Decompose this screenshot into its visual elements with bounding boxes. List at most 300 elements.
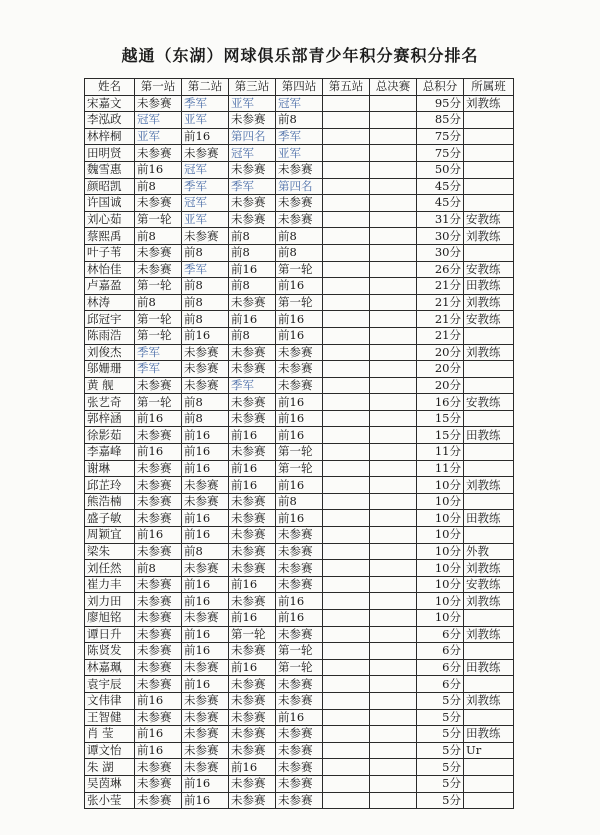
stage-5-cell xyxy=(323,261,370,278)
class-cell: 外教 xyxy=(464,543,514,560)
table-row xyxy=(85,294,514,311)
total-points-cell: 11分 xyxy=(417,444,464,461)
player-name-cell: 张小莹 xyxy=(85,792,135,809)
stage-2-cell: 前16 xyxy=(182,775,229,792)
player-name-cell: 邬姗珊 xyxy=(85,361,135,378)
final-cell xyxy=(370,676,417,693)
stage-3-cell: 前16 xyxy=(229,576,276,593)
final-cell xyxy=(370,195,417,212)
stage-1-cell: 前16 xyxy=(135,692,182,709)
table-row xyxy=(85,510,514,527)
table-row xyxy=(85,161,514,178)
player-name-cell: 张艺奇 xyxy=(85,394,135,411)
final-cell xyxy=(370,294,417,311)
player-name-cell: 陈贤发 xyxy=(85,643,135,660)
stage-4-cell: 前16 xyxy=(276,610,323,627)
final-cell xyxy=(370,161,417,178)
stage-5-cell xyxy=(323,726,370,743)
stage-2-cell: 前16 xyxy=(182,510,229,527)
stage-1-cell: 前8 xyxy=(135,228,182,245)
header-stage-3: 第三站 xyxy=(229,79,276,96)
stage-5-cell xyxy=(323,460,370,477)
player-name-cell: 王智健 xyxy=(85,709,135,726)
final-cell xyxy=(370,244,417,261)
player-name-cell: 林嘉珮 xyxy=(85,659,135,676)
final-cell xyxy=(370,477,417,494)
total-points-cell: 10分 xyxy=(417,510,464,527)
player-name-cell: 刘心茹 xyxy=(85,211,135,228)
stage-2-cell: 前8 xyxy=(182,543,229,560)
stage-5-cell xyxy=(323,593,370,610)
stage-1-cell: 第一轮 xyxy=(135,211,182,228)
stage-5-cell xyxy=(323,195,370,212)
stage-1-cell: 未参赛 xyxy=(135,610,182,627)
total-points-cell: 5分 xyxy=(417,692,464,709)
stage-4-cell: 未参赛 xyxy=(276,792,323,809)
class-cell: 田教练 xyxy=(464,427,514,444)
total-points-cell: 6分 xyxy=(417,676,464,693)
final-cell xyxy=(370,394,417,411)
class-cell: 安教练 xyxy=(464,576,514,593)
class-cell xyxy=(464,775,514,792)
stage-1-cell: 前8 xyxy=(135,560,182,577)
stage-4-cell: 未参赛 xyxy=(276,626,323,643)
table-row xyxy=(85,792,514,809)
player-name-cell: 颜昭凯 xyxy=(85,178,135,195)
stage-5-cell xyxy=(323,527,370,544)
final-cell xyxy=(370,527,417,544)
final-cell xyxy=(370,327,417,344)
header-stage-4: 第四站 xyxy=(276,79,323,96)
table-row xyxy=(85,643,514,660)
stage-4-cell: 未参赛 xyxy=(276,211,323,228)
stage-2-cell: 未参赛 xyxy=(182,709,229,726)
stage-3-cell: 未参赛 xyxy=(229,344,276,361)
stage-5-cell xyxy=(323,427,370,444)
stage-3-cell: 前8 xyxy=(229,327,276,344)
stage-1-cell: 未参赛 xyxy=(135,477,182,494)
stage-4-cell: 未参赛 xyxy=(276,576,323,593)
class-cell: 安教练 xyxy=(464,394,514,411)
stage-2-cell: 未参赛 xyxy=(182,659,229,676)
stage-3-cell: 前16 xyxy=(229,477,276,494)
stage-1-cell: 未参赛 xyxy=(135,709,182,726)
stage-5-cell xyxy=(323,95,370,112)
class-cell xyxy=(464,145,514,162)
table-row xyxy=(85,493,514,510)
stage-4-cell: 前16 xyxy=(276,510,323,527)
player-name-cell: 谭日升 xyxy=(85,626,135,643)
table-row xyxy=(85,692,514,709)
stage-5-cell xyxy=(323,410,370,427)
class-cell xyxy=(464,195,514,212)
stage-4-cell: 第一轮 xyxy=(276,643,323,660)
stage-3-cell: 前16 xyxy=(229,759,276,776)
stage-4-cell: 未参赛 xyxy=(276,361,323,378)
stage-5-cell xyxy=(323,510,370,527)
final-cell xyxy=(370,610,417,627)
class-cell: 田教练 xyxy=(464,510,514,527)
class-cell: 田教练 xyxy=(464,726,514,743)
stage-5-cell xyxy=(323,278,370,295)
stage-4-cell: 未参赛 xyxy=(276,195,323,212)
player-name-cell: 梁朱 xyxy=(85,543,135,560)
class-cell xyxy=(464,759,514,776)
stage-1-cell: 前8 xyxy=(135,178,182,195)
final-cell xyxy=(370,95,417,112)
stage-4-cell: 冠军 xyxy=(276,95,323,112)
stage-5-cell xyxy=(323,361,370,378)
total-points-cell: 5分 xyxy=(417,775,464,792)
stage-4-cell: 第一轮 xyxy=(276,659,323,676)
stage-4-cell: 未参赛 xyxy=(276,344,323,361)
total-points-cell: 10分 xyxy=(417,543,464,560)
stage-3-cell: 未参赛 xyxy=(229,112,276,129)
stage-1-cell: 未参赛 xyxy=(135,593,182,610)
stage-4-cell: 未参赛 xyxy=(276,377,323,394)
stage-3-cell: 未参赛 xyxy=(229,560,276,577)
stage-4-cell: 前8 xyxy=(276,244,323,261)
stage-1-cell: 未参赛 xyxy=(135,95,182,112)
stage-1-cell: 前16 xyxy=(135,444,182,461)
class-cell xyxy=(464,709,514,726)
class-cell xyxy=(464,377,514,394)
stage-1-cell: 未参赛 xyxy=(135,145,182,162)
stage-3-cell: 冠军 xyxy=(229,145,276,162)
table-row xyxy=(85,327,514,344)
stage-3-cell: 未参赛 xyxy=(229,510,276,527)
stage-4-cell: 前16 xyxy=(276,410,323,427)
stage-2-cell: 季军 xyxy=(182,178,229,195)
table-row xyxy=(85,560,514,577)
stage-4-cell: 季军 xyxy=(276,128,323,145)
class-cell xyxy=(464,327,514,344)
stage-4-cell: 前16 xyxy=(276,311,323,328)
table-row xyxy=(85,775,514,792)
stage-2-cell: 前16 xyxy=(182,626,229,643)
player-name-cell: 蔡熙禹 xyxy=(85,228,135,245)
stage-3-cell: 未参赛 xyxy=(229,726,276,743)
final-cell xyxy=(370,742,417,759)
stage-3-cell: 未参赛 xyxy=(229,211,276,228)
table-row xyxy=(85,676,514,693)
player-name-cell: 魏雪惠 xyxy=(85,161,135,178)
table-row xyxy=(85,709,514,726)
stage-1-cell: 未参赛 xyxy=(135,427,182,444)
stage-3-cell: 未参赛 xyxy=(229,676,276,693)
final-cell xyxy=(370,361,417,378)
table-row xyxy=(85,244,514,261)
table-row xyxy=(85,311,514,328)
stage-1-cell: 未参赛 xyxy=(135,493,182,510)
stage-4-cell: 前16 xyxy=(276,709,323,726)
stage-2-cell: 未参赛 xyxy=(182,361,229,378)
stage-3-cell: 前16 xyxy=(229,311,276,328)
table-row xyxy=(85,410,514,427)
stage-4-cell: 前8 xyxy=(276,493,323,510)
class-cell: Ur xyxy=(464,742,514,759)
player-name-cell: 李泓政 xyxy=(85,112,135,129)
stage-1-cell: 未参赛 xyxy=(135,195,182,212)
total-points-cell: 21分 xyxy=(417,327,464,344)
final-cell xyxy=(370,460,417,477)
final-cell xyxy=(370,311,417,328)
final-cell xyxy=(370,659,417,676)
stage-1-cell: 第一轮 xyxy=(135,278,182,295)
stage-2-cell: 未参赛 xyxy=(182,145,229,162)
table-row xyxy=(85,726,514,743)
stage-5-cell xyxy=(323,643,370,660)
player-name-cell: 崔力丰 xyxy=(85,576,135,593)
player-name-cell: 吴茵琳 xyxy=(85,775,135,792)
player-name-cell: 林怡佳 xyxy=(85,261,135,278)
total-points-cell: 5分 xyxy=(417,726,464,743)
stage-5-cell xyxy=(323,626,370,643)
total-points-cell: 15分 xyxy=(417,410,464,427)
stage-3-cell: 未参赛 xyxy=(229,709,276,726)
player-name-cell: 邱冠宇 xyxy=(85,311,135,328)
final-cell xyxy=(370,643,417,660)
table-row xyxy=(85,527,514,544)
stage-2-cell: 前16 xyxy=(182,444,229,461)
player-name-cell: 刘任然 xyxy=(85,560,135,577)
stage-1-cell: 未参赛 xyxy=(135,676,182,693)
total-points-cell: 31分 xyxy=(417,211,464,228)
stage-5-cell xyxy=(323,560,370,577)
header-stage-5: 第五站 xyxy=(323,79,370,96)
stage-2-cell: 前16 xyxy=(182,427,229,444)
header-total: 总积分 xyxy=(417,79,464,96)
stage-5-cell xyxy=(323,543,370,560)
final-cell xyxy=(370,427,417,444)
total-points-cell: 45分 xyxy=(417,195,464,212)
stage-1-cell: 未参赛 xyxy=(135,460,182,477)
table-row xyxy=(85,626,514,643)
player-name-cell: 许国诚 xyxy=(85,195,135,212)
stage-4-cell: 前16 xyxy=(276,278,323,295)
final-cell xyxy=(370,178,417,195)
table-row xyxy=(85,394,514,411)
stage-1-cell: 未参赛 xyxy=(135,377,182,394)
stage-3-cell: 未参赛 xyxy=(229,527,276,544)
final-cell xyxy=(370,775,417,792)
stage-1-cell: 前16 xyxy=(135,527,182,544)
player-name-cell: 林涛 xyxy=(85,294,135,311)
stage-1-cell: 季军 xyxy=(135,344,182,361)
player-name-cell: 李嘉峰 xyxy=(85,444,135,461)
class-cell: 刘教练 xyxy=(464,560,514,577)
stage-2-cell: 未参赛 xyxy=(182,228,229,245)
stage-3-cell: 亚军 xyxy=(229,95,276,112)
stage-3-cell: 未参赛 xyxy=(229,410,276,427)
stage-5-cell xyxy=(323,759,370,776)
stage-2-cell: 未参赛 xyxy=(182,344,229,361)
player-name-cell: 肖 莹 xyxy=(85,726,135,743)
stage-2-cell: 前8 xyxy=(182,311,229,328)
stage-1-cell: 未参赛 xyxy=(135,775,182,792)
header-stage-2: 第二站 xyxy=(182,79,229,96)
table-row xyxy=(85,444,514,461)
stage-4-cell: 未参赛 xyxy=(276,726,323,743)
stage-5-cell xyxy=(323,128,370,145)
stage-5-cell xyxy=(323,327,370,344)
stage-1-cell: 未参赛 xyxy=(135,576,182,593)
stage-1-cell: 未参赛 xyxy=(135,261,182,278)
total-points-cell: 50分 xyxy=(417,161,464,178)
stage-2-cell: 季军 xyxy=(182,95,229,112)
stage-5-cell xyxy=(323,477,370,494)
player-name-cell: 周颖宜 xyxy=(85,527,135,544)
class-cell: 刘教练 xyxy=(464,294,514,311)
stage-1-cell: 第一轮 xyxy=(135,327,182,344)
stage-4-cell: 未参赛 xyxy=(276,692,323,709)
stage-1-cell: 未参赛 xyxy=(135,659,182,676)
stage-3-cell: 未参赛 xyxy=(229,394,276,411)
stage-4-cell: 前16 xyxy=(276,477,323,494)
stage-3-cell: 未参赛 xyxy=(229,444,276,461)
stage-3-cell: 前8 xyxy=(229,228,276,245)
final-cell xyxy=(370,228,417,245)
player-name-cell: 熊浩楠 xyxy=(85,493,135,510)
class-cell: 刘教练 xyxy=(464,95,514,112)
class-cell xyxy=(464,643,514,660)
stage-4-cell: 第一轮 xyxy=(276,261,323,278)
class-cell: 刘教练 xyxy=(464,593,514,610)
stage-5-cell xyxy=(323,493,370,510)
player-name-cell: 刘力田 xyxy=(85,593,135,610)
stage-4-cell: 未参赛 xyxy=(276,543,323,560)
stage-2-cell: 前16 xyxy=(182,643,229,660)
stage-2-cell: 前8 xyxy=(182,294,229,311)
total-points-cell: 20分 xyxy=(417,344,464,361)
table-row xyxy=(85,593,514,610)
stage-3-cell: 季军 xyxy=(229,377,276,394)
player-name-cell: 黄 舰 xyxy=(85,377,135,394)
total-points-cell: 10分 xyxy=(417,560,464,577)
total-points-cell: 20分 xyxy=(417,361,464,378)
stage-3-cell: 未参赛 xyxy=(229,593,276,610)
stage-1-cell: 前16 xyxy=(135,161,182,178)
final-cell xyxy=(370,692,417,709)
stage-1-cell: 前16 xyxy=(135,726,182,743)
table-row xyxy=(85,759,514,776)
table-row xyxy=(85,659,514,676)
stage-5-cell xyxy=(323,161,370,178)
stage-3-cell: 未参赛 xyxy=(229,294,276,311)
stage-5-cell xyxy=(323,692,370,709)
player-name-cell: 廖旭铭 xyxy=(85,610,135,627)
total-points-cell: 10分 xyxy=(417,610,464,627)
stage-5-cell xyxy=(323,244,370,261)
stage-4-cell: 前8 xyxy=(276,112,323,129)
table-row xyxy=(85,261,514,278)
player-name-cell: 文伟律 xyxy=(85,692,135,709)
stage-2-cell: 未参赛 xyxy=(182,742,229,759)
class-cell xyxy=(464,460,514,477)
total-points-cell: 16分 xyxy=(417,394,464,411)
stage-1-cell: 未参赛 xyxy=(135,543,182,560)
header-class: 所属班 xyxy=(464,79,514,96)
table-row xyxy=(85,278,514,295)
stage-5-cell xyxy=(323,610,370,627)
stage-3-cell: 前8 xyxy=(229,278,276,295)
stage-2-cell: 未参赛 xyxy=(182,493,229,510)
stage-3-cell: 未参赛 xyxy=(229,742,276,759)
total-points-cell: 85分 xyxy=(417,112,464,129)
stage-2-cell: 未参赛 xyxy=(182,692,229,709)
table-row xyxy=(85,195,514,212)
table-header-row xyxy=(85,79,514,96)
stage-4-cell: 第一轮 xyxy=(276,460,323,477)
stage-5-cell xyxy=(323,178,370,195)
final-cell xyxy=(370,709,417,726)
stage-3-cell: 未参赛 xyxy=(229,161,276,178)
class-cell xyxy=(464,178,514,195)
player-name-cell: 徐影茹 xyxy=(85,427,135,444)
stage-1-cell: 未参赛 xyxy=(135,626,182,643)
stage-2-cell: 前16 xyxy=(182,593,229,610)
stage-2-cell: 前16 xyxy=(182,792,229,809)
stage-4-cell: 未参赛 xyxy=(276,161,323,178)
stage-4-cell: 未参赛 xyxy=(276,759,323,776)
stage-5-cell xyxy=(323,145,370,162)
player-name-cell: 林梓桐 xyxy=(85,128,135,145)
stage-2-cell: 未参赛 xyxy=(182,726,229,743)
total-points-cell: 21分 xyxy=(417,294,464,311)
stage-4-cell: 未参赛 xyxy=(276,775,323,792)
stage-3-cell: 前16 xyxy=(229,427,276,444)
stage-4-cell: 第一轮 xyxy=(276,294,323,311)
table-row xyxy=(85,477,514,494)
stage-2-cell: 前16 xyxy=(182,128,229,145)
table-row xyxy=(85,742,514,759)
table-row xyxy=(85,361,514,378)
player-name-cell: 卢嘉盈 xyxy=(85,278,135,295)
class-cell xyxy=(464,361,514,378)
table-body xyxy=(85,95,514,809)
player-name-cell: 田明贤 xyxy=(85,145,135,162)
class-cell xyxy=(464,527,514,544)
stage-4-cell: 第四名 xyxy=(276,178,323,195)
stage-3-cell: 未参赛 xyxy=(229,493,276,510)
stage-1-cell: 第一轮 xyxy=(135,394,182,411)
total-points-cell: 11分 xyxy=(417,460,464,477)
stage-1-cell: 前16 xyxy=(135,742,182,759)
total-points-cell: 5分 xyxy=(417,759,464,776)
total-points-cell: 26分 xyxy=(417,261,464,278)
table-row xyxy=(85,211,514,228)
stage-4-cell: 亚军 xyxy=(276,145,323,162)
stage-2-cell: 前8 xyxy=(182,244,229,261)
total-points-cell: 10分 xyxy=(417,576,464,593)
total-points-cell: 21分 xyxy=(417,311,464,328)
stage-2-cell: 前16 xyxy=(182,676,229,693)
stage-2-cell: 前16 xyxy=(182,527,229,544)
table-row xyxy=(85,576,514,593)
header-final: 总决赛 xyxy=(370,79,417,96)
total-points-cell: 15分 xyxy=(417,427,464,444)
final-cell xyxy=(370,278,417,295)
stage-1-cell: 未参赛 xyxy=(135,759,182,776)
header-stage-1: 第一站 xyxy=(135,79,182,96)
stage-2-cell: 前8 xyxy=(182,394,229,411)
stage-2-cell: 前8 xyxy=(182,410,229,427)
stage-3-cell: 未参赛 xyxy=(229,543,276,560)
stage-1-cell: 未参赛 xyxy=(135,792,182,809)
stage-2-cell: 未参赛 xyxy=(182,477,229,494)
player-name-cell: 陈雨浩 xyxy=(85,327,135,344)
final-cell xyxy=(370,128,417,145)
